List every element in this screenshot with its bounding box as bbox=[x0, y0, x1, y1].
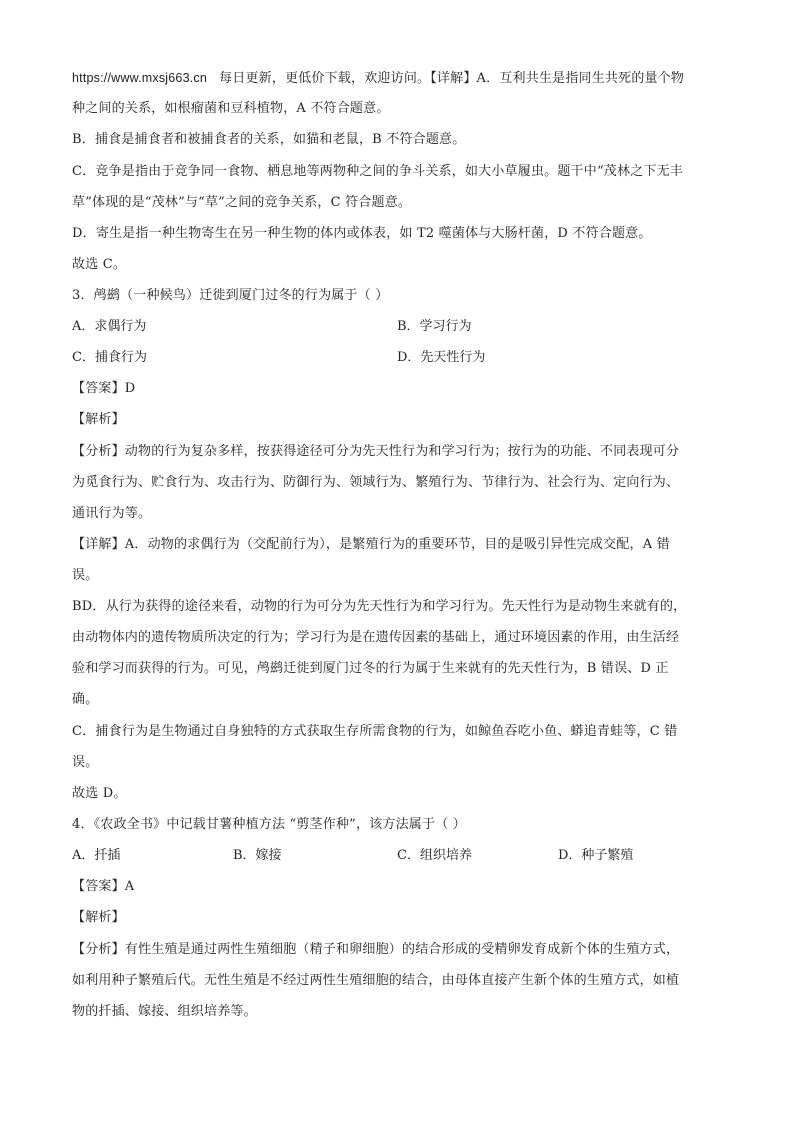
q2-detail-line: 草”体现的是“茂林”与“草”之间的竞争关系，C 符合题意。 bbox=[72, 195, 412, 210]
q3-detail-line: 误。 bbox=[72, 568, 99, 583]
q4-stem: 4．《农政全书》中记载甘薯种植方法 “剪茎作种”，该方法属于（ ） bbox=[72, 817, 466, 832]
q3-answer: 【答案】D bbox=[72, 381, 136, 396]
q3-stem: 3．鸬鹚（一种候鸟）迁徙到厦门过冬的行为属于（ ） bbox=[72, 288, 389, 303]
q4-analysis-line: 物的扦插、嫁接、组织培养等。 bbox=[72, 1004, 257, 1019]
q4-analysis-line: 【分析】有性生殖是通过两性生殖细胞（精子和卵细胞）的结合形成的受精卵发育成新个体的生殖方式， bbox=[72, 942, 680, 957]
q3-detail-line: 误。 bbox=[72, 755, 99, 770]
q4-option-a: A．扦插 bbox=[72, 848, 121, 863]
q3-option-c: C．捕食行为 bbox=[72, 350, 147, 365]
q4-answer: 【答案】A bbox=[72, 879, 135, 894]
site-url[interactable]: https://www.mxsj663.cn bbox=[72, 71, 208, 85]
q2-detail-line: D．寄生是指一种生物寄生在另一种生物的体内或体表，如 T2 噬菌体与大肠杆菌，D 不符合题意。 bbox=[72, 226, 652, 241]
q2-detail-line: C．竞争是指由于竞争同一食物、栖息地等两物种之间的争斗关系，如大小草履虫。题干中“茂林之下无丰 bbox=[72, 164, 683, 179]
q3-detail-line: 确。 bbox=[72, 692, 99, 707]
q2-detail-line: B．捕食是捕食者和被捕食者的关系，如猫和老鼠，B 不符合题意。 bbox=[72, 132, 466, 147]
q2-conclusion: 故选 C。 bbox=[72, 257, 127, 272]
header-line bbox=[72, 68, 722, 89]
q3-detail-line: 验和学习而获得的行为。可见，鸬鹚迁徙到厦门过冬的行为属于生来就有的先天性行为，B 错误、D 正 bbox=[72, 661, 669, 676]
site-promo: 每日更新，更低价下载，欢迎访问。 bbox=[219, 71, 431, 86]
q3-detail-line: BD．从行为获得的途径来看，动物的行为可分为先天性行为和学习行为。先天性行为是动物生来就有的， bbox=[72, 599, 687, 614]
q4-analysis-tag: 【解析】 bbox=[72, 910, 125, 925]
q3-option-b: B．学习行为 bbox=[397, 319, 472, 334]
q4-option-d: D．种子繁殖 bbox=[558, 848, 634, 863]
q3-option-a: A．求偶行为 bbox=[72, 319, 147, 334]
q2-detail-line-0: A．互利共生是指同生共死的量个物 bbox=[476, 71, 685, 86]
q3-conclusion: 故选 D。 bbox=[72, 786, 127, 801]
q3-analysis-line: 为觅食行为、贮食行为、攻击行为、防御行为、领域行为、繁殖行为、节律行为、社会行为、定向行为、 bbox=[72, 475, 680, 490]
q3-analysis-line: 【分析】动物的行为复杂多样，按获得途径可分为先天性行为和学习行为；按行为的功能、不同表现可分 bbox=[72, 444, 680, 459]
q3-analysis-tag: 【解析】 bbox=[72, 412, 125, 427]
q3-option-d: D．先天性行为 bbox=[397, 350, 486, 365]
q3-detail-line: 【详解】A．动物的求偶行为（交配前行为），是繁殖行为的重要环节，目的是吸引异性完成交配，A 错 bbox=[72, 537, 670, 552]
q3-detail-line: C．捕食行为是生物通过自身独特的方式获取生存所需食物的行为，如鲸鱼吞吃小鱼、蟒追青蛙等，C 错 bbox=[72, 724, 678, 739]
q4-analysis-line: 如利用种子繁殖后代。无性生殖是不经过两性生殖细胞的结合，由母体直接产生新个体的生殖方式，如植 bbox=[72, 973, 680, 988]
q3-detail-line: 由动物体内的遗传物质所决定的行为；学习行为是在遗传因素的基础上，通过环境因素的作用，由生活经 bbox=[72, 630, 680, 645]
detail-tag: 【详解】 bbox=[430, 71, 477, 86]
q3-analysis-line: 通讯行为等。 bbox=[72, 506, 152, 521]
q4-option-b: B．嫁接 bbox=[233, 848, 282, 863]
q2-detail-line: 种之间的关系，如根瘤菌和豆科植物，A 不符合题意。 bbox=[72, 101, 390, 116]
q4-option-c: C．组织培养 bbox=[397, 848, 472, 863]
